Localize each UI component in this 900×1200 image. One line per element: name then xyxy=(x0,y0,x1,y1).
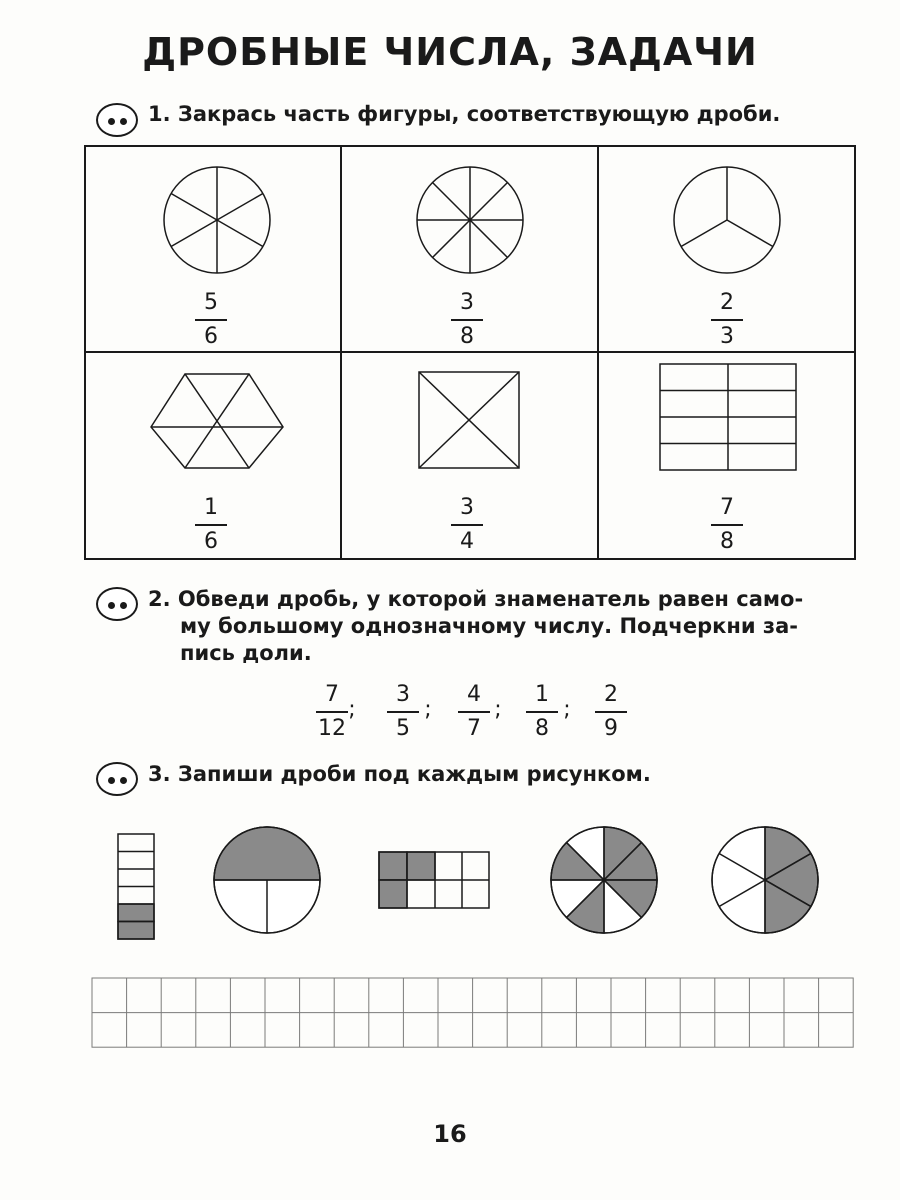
task-1-fraction: 5 6 xyxy=(191,290,231,350)
task-2-fraction[interactable]: 1 8 xyxy=(522,682,562,742)
separator: ; xyxy=(348,697,356,722)
task-2-fraction[interactable]: 7 12 xyxy=(318,682,346,741)
task-2-line-3: пись доли. xyxy=(180,641,312,665)
page-number: 16 xyxy=(433,1120,467,1148)
task-2-line-2: му большому однозначному числу. Подчеркни за- xyxy=(180,614,799,638)
separator: ; xyxy=(494,697,502,722)
task-3-instruction: 3. Запиши дроби под каждым рисунком. xyxy=(148,762,651,786)
task-1-fraction: 3 4 xyxy=(447,495,487,555)
task-2-fraction[interactable]: 4 7 xyxy=(454,682,494,742)
task-1-instruction: 1. Закрась часть фигуры, соответствующую дроби. xyxy=(148,102,781,126)
separator: ; xyxy=(424,697,432,722)
task-1-fraction: 3 8 xyxy=(447,290,487,350)
task-1-fraction: 7 8 xyxy=(707,495,747,555)
task-2-fraction[interactable]: 3 5 xyxy=(383,682,423,742)
answer-grid xyxy=(92,978,853,1047)
grid-eight-parts xyxy=(379,852,489,908)
circle-eight-parts-shaded xyxy=(551,827,657,933)
task-2-fraction[interactable]: 2 9 xyxy=(591,682,631,742)
page-title: ДРОБНЫЕ ЧИСЛА, ЗАДАЧИ xyxy=(142,30,758,74)
circle-six-parts-shaded xyxy=(712,827,818,933)
strip-six-parts xyxy=(118,834,154,939)
task-1-fraction: 1 6 xyxy=(191,495,231,555)
separator: ; xyxy=(563,697,571,722)
circle-four-parts xyxy=(214,827,320,933)
task-2-line-1: 2. Обведи дробь, у которой знаменатель равен само- xyxy=(148,587,804,611)
task-1-fraction: 2 3 xyxy=(707,290,747,350)
